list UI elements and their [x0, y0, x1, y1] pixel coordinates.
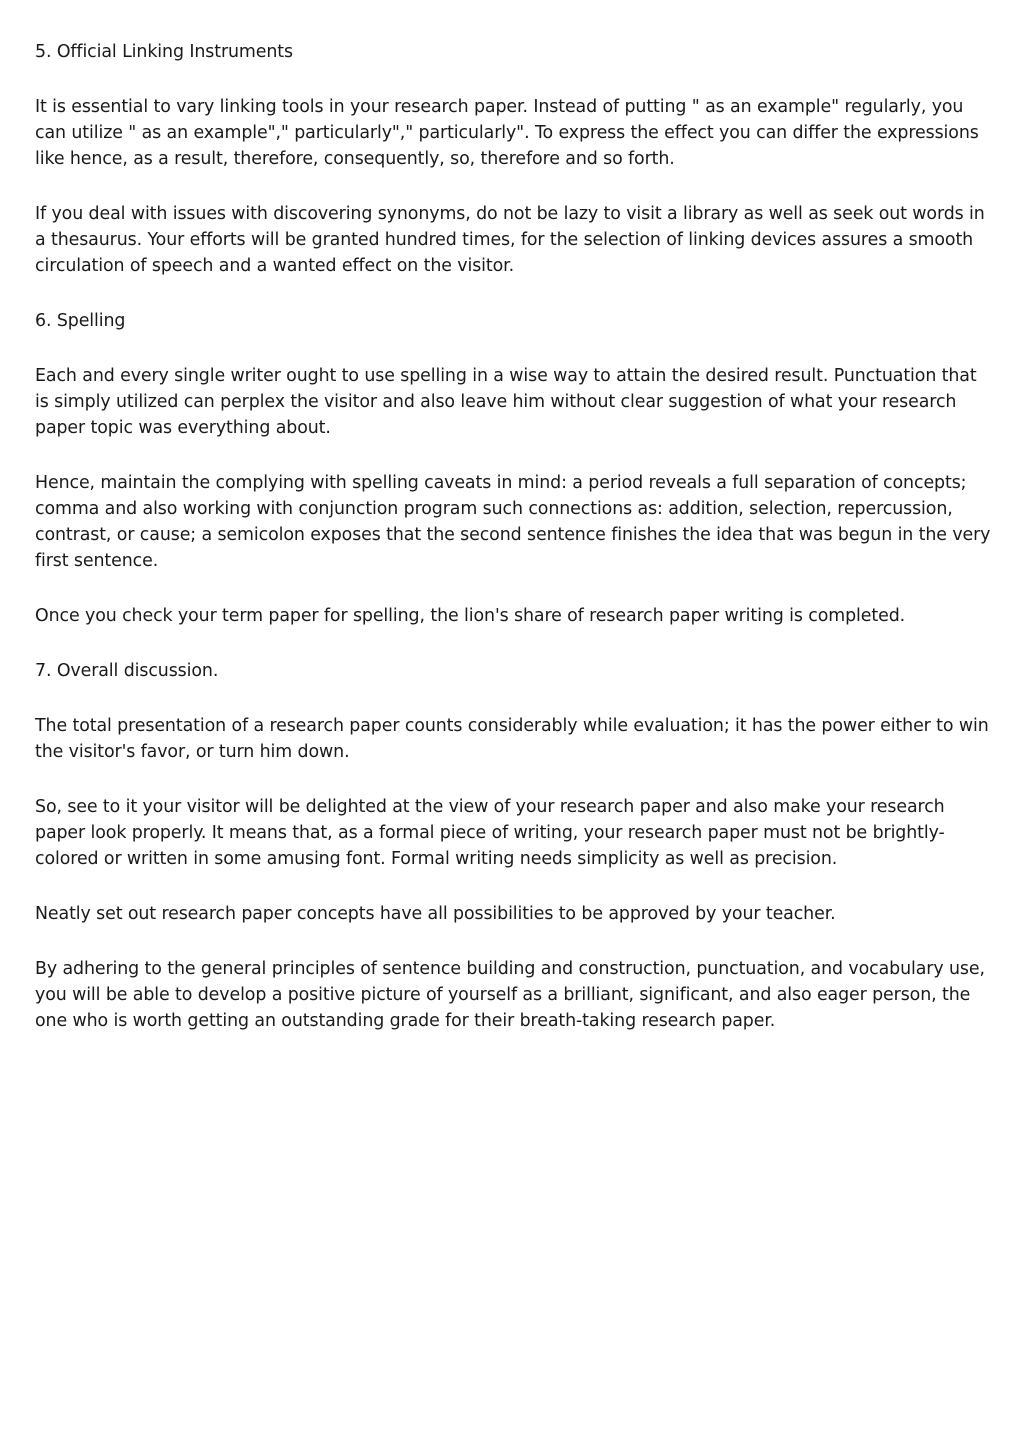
paragraph-formal-writing: So, see to it your visitor will be delighted at the view of your research paper and also make your research paper look properly. It means that, as a formal piece of writing, your research paper must not be brightly-colored or written in some amusing font. Formal writing needs simplicity as well as precision. — [35, 797, 945, 869]
heading-spelling: 6. Spelling — [35, 311, 126, 331]
heading-linking-instruments: 5. Official Linking Instruments — [35, 42, 293, 62]
paragraph-approval: Neatly set out research paper concepts have all possibilities to be approved by your teacher. — [35, 904, 836, 924]
paragraph-spelling-check: Once you check your term paper for spelling, the lion's share of research paper writing is completed. — [35, 606, 906, 626]
heading-overall-discussion: 7. Overall discussion. — [35, 661, 219, 681]
document-body — [35, 39, 993, 1063]
paragraph-spelling-use: Each and every single writer ought to use spelling in a wise way to attain the desired result. Punctuation that is simply utilized can perplex the visitor and also leave him without clear suggestion of what your research paper topic was everything about. — [35, 366, 977, 438]
paragraph-linking-tools: It is essential to vary linking tools in your research paper. Instead of putting " as an example" regularly, you can utilize " as an example"," particularly"," particularly". To express the effect you can differ the expressions like hence, as a result, therefore, consequently, so, therefore and so forth. — [35, 97, 979, 169]
paragraph-conclusion: By adhering to the general principles of sentence building and construction, punctuation, and vocabulary use, you will be able to develop a positive picture of yourself as a brilliant, significant, and also eager person, the one who is worth getting an outstanding grade for their breath-taking research paper. — [35, 959, 985, 1031]
paragraph-spelling-caveats: Hence, maintain the complying with spelling caveats in mind: a period reveals a full separation of concepts; comma and also working with conjunction program such connections as: addition, selection, repercussion, contrast, or cause; a semicolon exposes that the second sentence finishes the idea that was begun in the very first sentence. — [35, 473, 991, 571]
paragraph-synonyms: If you deal with issues with discovering synonyms, do not be lazy to visit a library as well as seek out words in a thesaurus. Your efforts will be granted hundred times, for the selection of linking devices assures a smooth circulation of speech and a wanted effect on the visitor. — [35, 204, 985, 276]
paragraph-presentation: The total presentation of a research paper counts considerably while evaluation; it has the power either to win the visitor's favor, or turn him down. — [35, 716, 989, 762]
